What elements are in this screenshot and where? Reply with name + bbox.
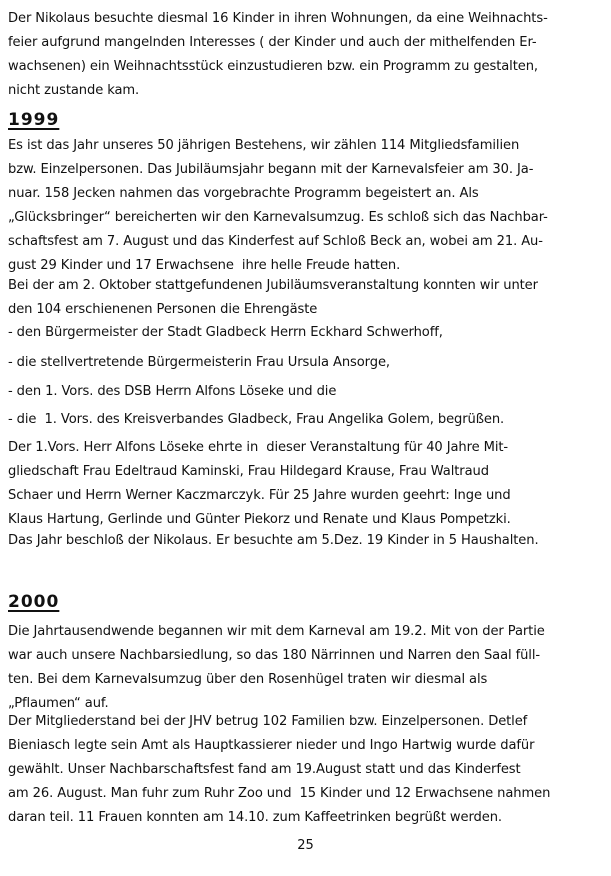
text-line: gliedschaft Frau Edeltraud Kaminski, Frau Hildegard Krause, Frau Waltraud	[8, 464, 489, 479]
paragraph-1999-honors	[8, 436, 600, 532]
guest-list-item	[8, 408, 600, 432]
text-line: Der 1.Vors. Herr Alfons Löseke ehrte in dieser Veranstaltung für 40 Jahre Mit-	[8, 440, 509, 455]
text-line: Das Jahr beschloß der Nikolaus. Er besuchte am 5.Dez. 19 Kinder in 5 Haushalten.	[8, 533, 539, 548]
text-line: - die 1. Vors. des Kreisverbandes Gladbeck, Frau Angelika Golem, begrüßen.	[8, 412, 505, 427]
paragraph-2000-members	[8, 710, 600, 830]
text-line: - die stellvertretende Bürgermeisterin Frau Ursula Ansorge,	[8, 355, 390, 370]
intro-paragraph	[8, 7, 600, 103]
guest-list-item	[8, 380, 600, 404]
text-line: „Pflaumen“ auf.	[8, 696, 109, 711]
text-line: - den 1. Vors. des DSB Herrn Alfons Löseke und die	[8, 384, 337, 399]
text-line: daran teil. 11 Frauen konnten am 14.10. zum Kaffeetrinken begrüßt werden.	[8, 810, 502, 825]
text-line: Schaer und Herrn Werner Kaczmarczyk. Für 25 Jahre wurden geehrt: Inge und	[8, 488, 511, 503]
text-line: war auch unsere Nachbarsiedlung, so das 180 Närrinnen und Narren den Saal füll-	[8, 648, 541, 663]
text-line: Die Jahrtausendwende begannen wir mit dem Karneval am 19.2. Mit von der Partie	[8, 624, 545, 639]
text-line: Bei der am 2. Oktober stattgefundenen Jubiläumsveranstaltung konnten wir unter	[8, 278, 538, 293]
text-line: Bieniasch legte sein Amt als Hauptkassierer nieder und Ingo Hartwig wurde dafür	[8, 738, 535, 753]
text-line: „Glücksbringer“ bereicherten wir den Karnevalsumzug. Es schloß sich das Nachbar-	[8, 210, 548, 225]
paragraph-2000-carnival	[8, 620, 600, 716]
guest-list-item	[8, 321, 600, 345]
intro-line: feier aufgrund mangelnden Interesses ( der Kinder und auch der mithelfenden Er-	[8, 35, 537, 50]
text-line: gewählt. Unser Nachbarschaftsfest fand am 19.August statt und das Kinderfest	[8, 762, 521, 777]
text-line: den 104 erschienenen Personen die Ehrengäste	[8, 302, 318, 317]
paragraph-1999-anniversary	[8, 134, 600, 278]
page-number: 25	[297, 838, 314, 853]
intro-line: Der Nikolaus besuchte diesmal 16 Kinder in ihren Wohnungen, da eine Weihnachts-	[8, 11, 548, 26]
guest-list-item	[8, 351, 600, 375]
heading-1999: 1999	[8, 110, 60, 130]
heading-2000: 2000	[8, 592, 60, 612]
intro-line: wachsenen) ein Weihnachtsstück einzustudieren bzw. ein Programm zu gestalten,	[8, 59, 538, 74]
text-line: ten. Bei dem Karnevalsumzug über den Rosenhügel traten wir diesmal als	[8, 672, 488, 687]
text-line: am 26. August. Man fuhr zum Ruhr Zoo und 15 Kinder und 12 Erwachsene nahmen	[8, 786, 551, 801]
paragraph-1999-nikolaus	[8, 529, 600, 553]
text-line: Es ist das Jahr unseres 50 jährigen Bestehens, wir zählen 114 Mitgliedsfamilien	[8, 138, 520, 153]
text-line: - den Bürgermeister der Stadt Gladbeck Herrn Eckhard Schwerhoff,	[8, 325, 443, 340]
text-line: gust 29 Kinder und 17 Erwachsene ihre helle Freude hatten.	[8, 258, 401, 273]
text-line: schaftsfest am 7. August und das Kinderfest auf Schloß Beck an, wobei am 21. Au-	[8, 234, 543, 249]
text-line: bzw. Einzelpersonen. Das Jubiläumsjahr begann mit der Karnevalsfeier am 30. Ja-	[8, 162, 534, 177]
text-line: Klaus Hartung, Gerlinde und Günter Piekorz und Renate und Klaus Pompetzki.	[8, 512, 511, 527]
text-line: nuar. 158 Jecken nahmen das vorgebrachte Programm begeistert an. Als	[8, 186, 479, 201]
text-line: Der Mitgliederstand bei der JHV betrug 102 Familien bzw. Einzelpersonen. Detlef	[8, 714, 528, 729]
paragraph-1999-jubilee-event	[8, 274, 600, 322]
intro-line: nicht zustande kam.	[8, 83, 140, 98]
